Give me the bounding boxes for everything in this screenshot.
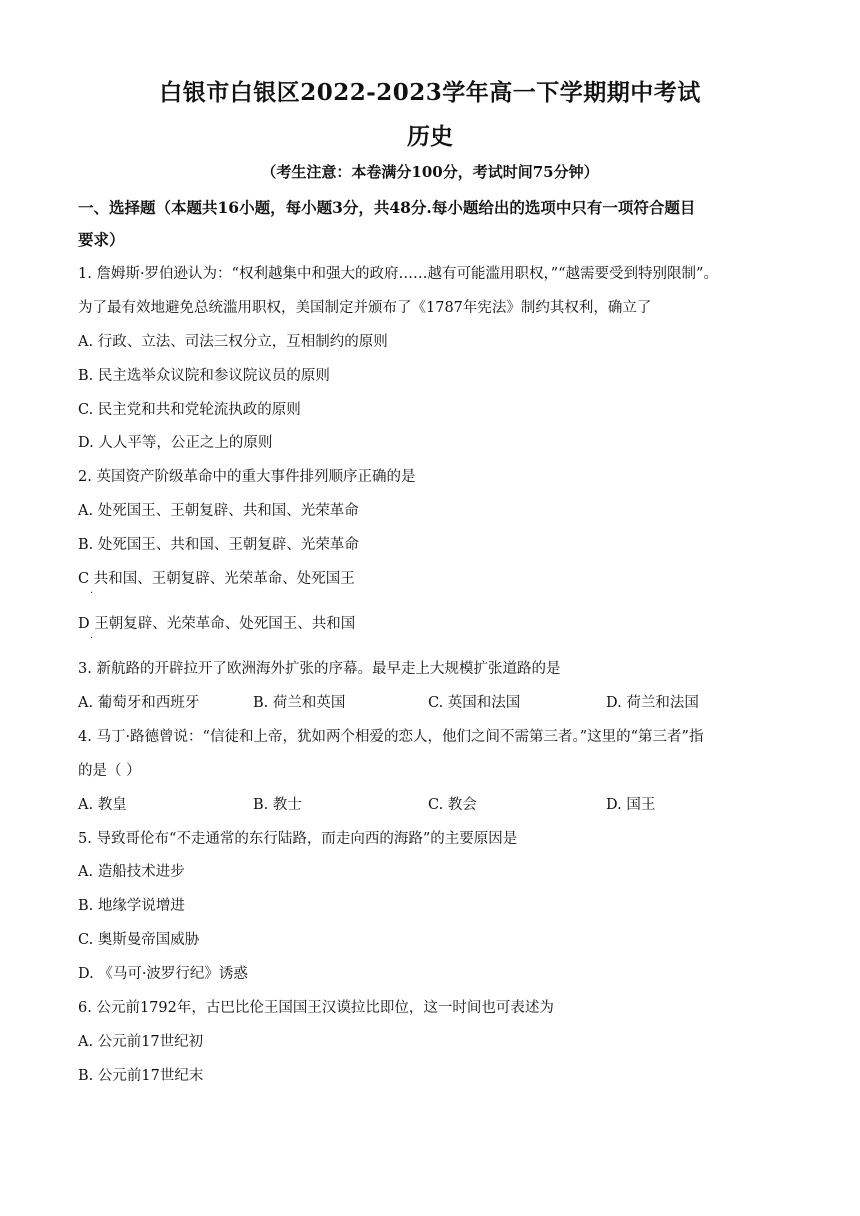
section-heading: 一、选择题（本题共16小题，每小题3分，共48分.每小题给出的选项中只有一项符合题目 [78,198,696,217]
q2-option-b: B. 处死国王、共和国、王朝复辟、光荣革命 [78,537,359,553]
q4-options-row [78,795,788,815]
q2-d-dot-mark: · [90,633,94,644]
q5-option-d: D. 《马可·波罗行纪》诱惑 [78,966,248,982]
q1-stem-cont: 为了最有效地避免总统滥用职权，美国制定并颁布了《1787年宪法》制约其权利，确立了 [78,300,652,316]
q2-option-d: D 王朝复辟、光荣革命、处死国王、共和国 [78,616,356,632]
q4-option-d: D. 国王 [606,797,656,813]
q3-stem: 3. 新航路的开辟拉开了欧洲海外扩张的序幕。最早走上大规模扩张道路的是 [78,661,561,677]
q5-option-c: C. 奥斯曼帝国威胁 [78,932,200,948]
q4-option-b: B. 教士 [253,797,302,813]
q6-option-a: A. 公元前17世纪初 [78,1034,204,1050]
q3-option-c: C. 英国和法国 [428,695,521,711]
q3-options-row [78,693,788,713]
q5-stem: 5. 导致哥伦布“不走通常的东行陆路，而走向西的海路”的主要原因是 [78,831,518,847]
q6-stem: 6. 公元前1792年，古巴比伦王国国王汉谟拉比即位，这一时间也可表述为 [78,1000,554,1016]
q1-option-a: A. 行政、立法、司法三权分立，互相制约的原则 [78,334,388,350]
q2-option-c: C 共和国、王朝复辟、光荣革命、处死国王 [78,571,355,587]
q4-stem: 4. 马丁·路德曾说：“信徒和上帝，犹如两个相爱的恋人，他们之间不需第三者。”这里的“第三者”指 [78,729,704,745]
q2-option-a: A. 处死国王、王朝复辟、共和国、光荣革命 [78,503,359,519]
subject-title: 历史 [407,123,453,150]
q3-option-d: D. 荷兰和法国 [606,695,699,711]
exam-notice: （考生注意：本卷满分100分，考试时间75分钟） [261,163,599,181]
q1-option-d: D. 人人平等，公正之上的原则 [78,435,273,451]
q5-option-a: A. 造船技术进步 [78,864,185,880]
q3-option-b: B. 荷兰和英国 [253,695,346,711]
q3-option-a: A. 葡萄牙和西班牙 [78,695,200,711]
q4-option-a: A. 教皇 [78,797,127,813]
q2-c-dot-mark: · [90,588,94,599]
q4-stem-cont: 的是（ ） [78,763,141,779]
q2-stem: 2. 英国资产阶级革命中的重大事件排列顺序正确的是 [78,469,416,485]
q1-option-c: C. 民主党和共和党轮流执政的原则 [78,402,301,418]
exam-title: 白银市白银区2022-2023学年高一下学期期中考试 [159,79,701,106]
q6-option-b: B. 公元前17世纪末 [78,1068,204,1084]
q4-option-c: C. 教会 [428,797,477,813]
q1-stem: 1. 詹姆斯·罗伯逊认为：“权利越集中和强大的政府……越有可能滥用职权，”“越需要受到特别限制”。 [78,266,718,282]
section-heading-cont: 要求） [78,230,125,249]
q5-option-b: B. 地缘学说增进 [78,898,185,914]
q1-option-b: B. 民主选举众议院和参议院议员的原则 [78,368,330,384]
